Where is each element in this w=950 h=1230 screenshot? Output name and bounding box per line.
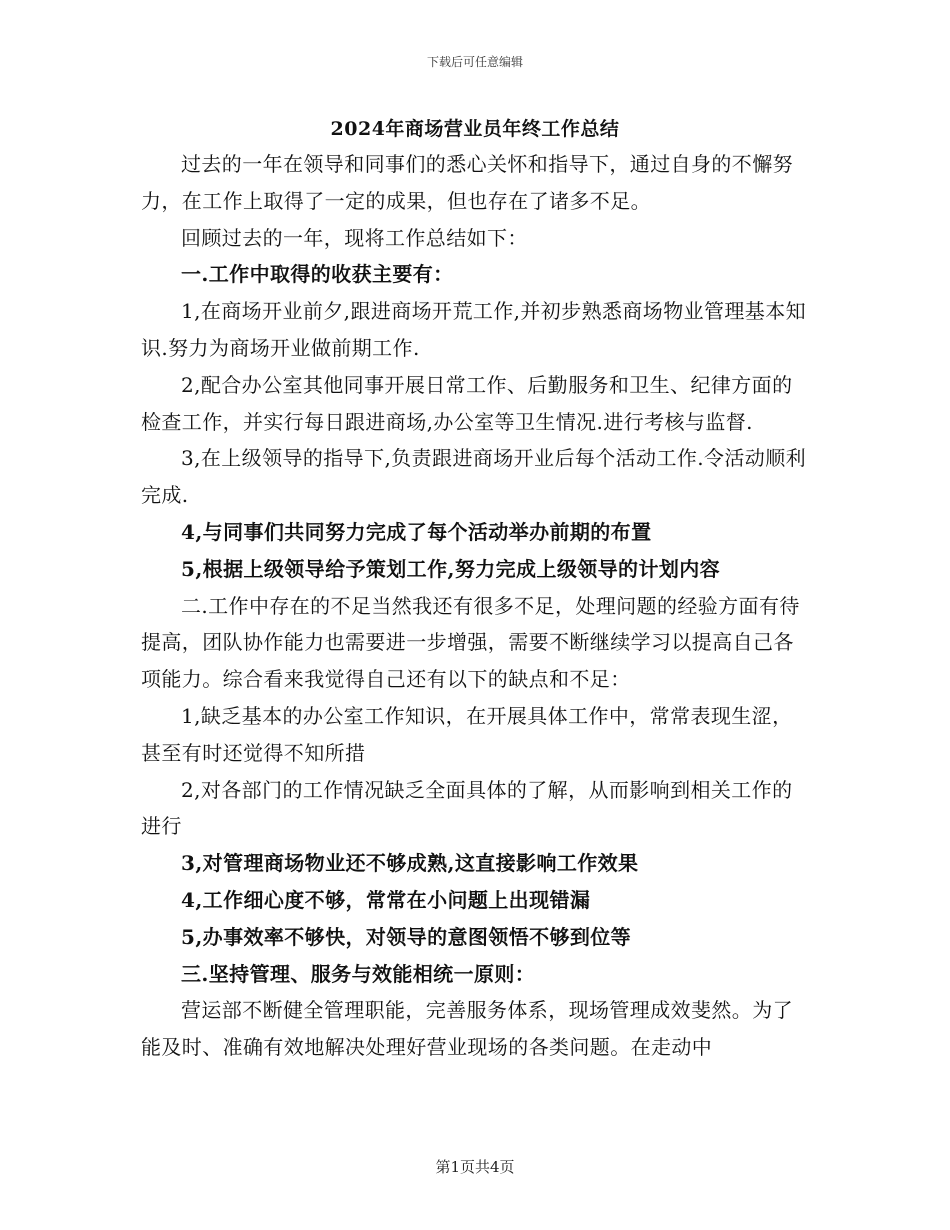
paragraph: 过去的一年在领导和同事们的悉心关怀和指导下，通过自身的不懈努力，在工作上取得了一定的成果，但也存在了诸多不足。	[141, 152, 793, 213]
paragraph: 营运部不断健全管理职能，完善服务体系，现场管理成效斐然。为了能及时、准确有效地解决处理好营业现场的各类问题。在走动中	[141, 998, 793, 1060]
paragraph: 5,办事效率不够快，对领导的意图领悟不够到位等	[181, 924, 632, 949]
section-heading: 三.坚持管理、服务与效能相统一原则：	[181, 961, 536, 986]
page-footer: 第1页共4页	[435, 1158, 515, 1176]
paragraph: 5,根据上级领导给予策划工作,努力完成上级领导的计划内容	[181, 556, 721, 581]
paragraph: 3,对管理商场物业还不够成熟,这直接影响工作效果	[181, 851, 639, 876]
paragraph: 1,在商场开业前夕,跟进商场开荒工作,并初步熟悉商场物业管理基本知识.努力为商场开业做前期工作.	[141, 299, 806, 360]
section-heading: 一.工作中取得的收获主要有：	[181, 262, 454, 287]
header-note: 下载后可任意编辑	[426, 55, 523, 69]
paragraph: 3,在上级领导的指导下,负责跟进商场开业后每个活动工作.令活动顺利完成.	[141, 446, 806, 508]
paragraph: 2,对各部门的工作情况缺乏全面具体的了解，从而影响到相关工作的进行	[141, 777, 793, 839]
paragraph: 2,配合办公室其他同事开展日常工作、后勤服务和卫生、纪律方面的检查工作，并实行每日跟进商场,办公室等卫生情况.进行考核与监督.	[141, 372, 793, 434]
paragraph: 4,工作细心度不够，常常在小问题上出现错漏	[181, 887, 591, 912]
paragraph: 回顾过去的一年，现将工作总结如下：	[181, 225, 528, 250]
paragraph: 1,缺乏基本的办公室工作知识，在开展具体工作中，常常表现生涩，甚至有时还觉得不知所措	[141, 703, 793, 765]
document-title: 2024年商场营业员年终工作总结	[330, 118, 620, 140]
document-body	[141, 146, 811, 1066]
paragraph: 二.工作中存在的不足当然我还有很多不足，处理问题的经验方面有待提高，团队协作能力也需要进一步增强，需要不断继续学习以提高自己各项能力。综合看来我觉得自己还有以下的缺点和不足：	[141, 593, 800, 692]
paragraph: 4,与同事们共同努力完成了每个活动举办前期的布置	[181, 519, 652, 544]
